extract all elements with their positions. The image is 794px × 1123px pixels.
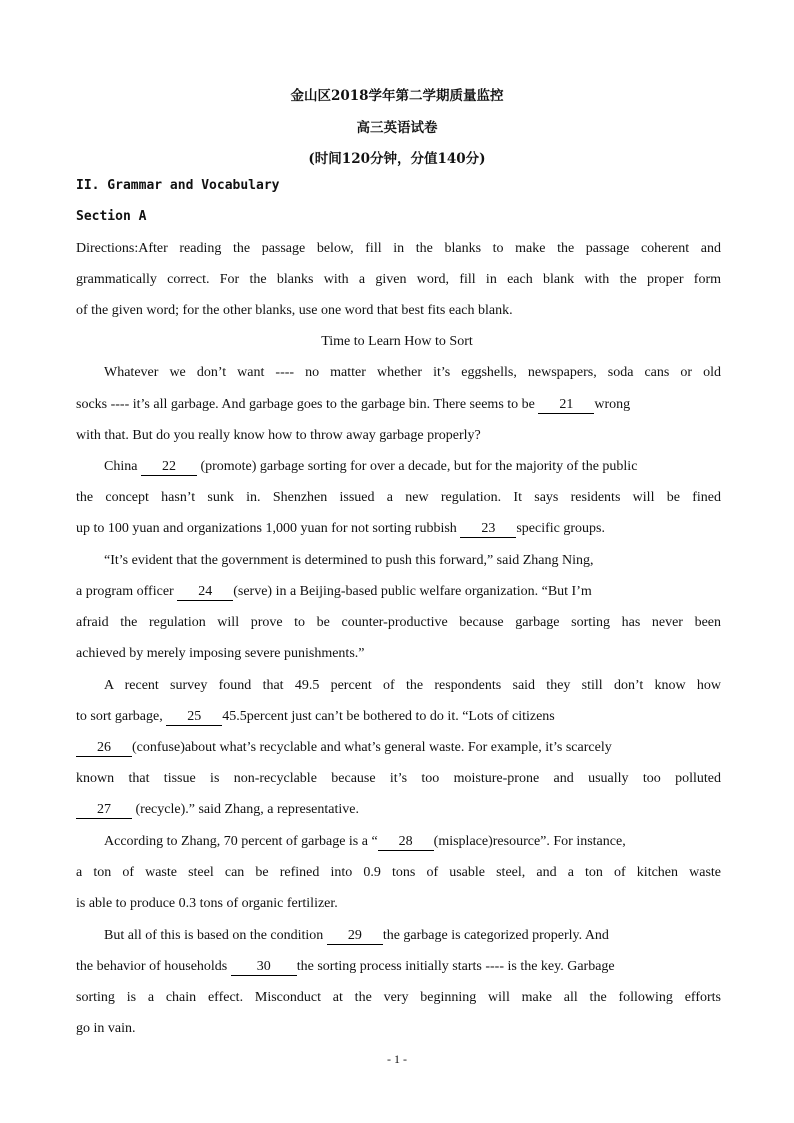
passage-line: is able to produce 0.3 tons of organic fertilizer.	[76, 896, 338, 911]
passage-line	[76, 738, 721, 758]
directions-line: Directions:After reading the passage below, fill in the blanks to make the passage coherent and	[76, 241, 721, 256]
section-label: Section A	[76, 209, 147, 224]
passage-line: go in vain.	[76, 1021, 136, 1036]
blank-27[interactable]: 27	[76, 802, 132, 819]
passage-line	[104, 926, 721, 946]
passage-line	[104, 457, 721, 477]
section-heading: II. Grammar and Vocabulary	[76, 178, 280, 193]
blank-24[interactable]: 24	[177, 584, 233, 601]
exam-title: 金山区2018学年第二学期质量监控	[290, 88, 504, 104]
passage-text: (confuse)about what’s recyclable and what’s general waste. For example, it’s scarcely	[132, 740, 612, 755]
blank-25[interactable]: 25	[166, 709, 222, 726]
passage-text: 45.5percent just can’t be bothered to do it. “Lots of citizens	[222, 709, 555, 724]
blank-21[interactable]: 21	[538, 397, 594, 414]
passage-line	[76, 957, 721, 977]
passage-line: known that tissue is non-recyclable because it’s too moisture-prone and usually too polluted	[76, 771, 721, 786]
passage-text: a program officer	[76, 584, 178, 599]
passage-text: (serve) in a Beijing-based public welfare organization. “But I’m	[233, 584, 592, 599]
passage-text: China	[104, 459, 141, 474]
passage-text: to sort garbage,	[76, 709, 167, 724]
passage-line: with that. But do you really know how to throw away garbage properly?	[76, 428, 481, 443]
passage-line	[104, 832, 721, 852]
passage-title: Time to Learn How to Sort	[321, 334, 473, 349]
blank-23[interactable]: 23	[460, 521, 516, 538]
passage-line: A recent survey found that 49.5 percent of the respondents said they still don’t know how	[104, 678, 721, 693]
passage-text: up to 100 yuan and organizations 1,000 yuan for not sorting rubbish	[76, 521, 461, 536]
passage-text: (promote) garbage sorting for over a decade, but for the majority of the public	[196, 459, 638, 474]
passage-text: the behavior of households	[76, 959, 231, 974]
directions-line: grammatically correct. For the blanks with a given word, fill in each blank with the proper form	[76, 272, 721, 287]
page-number: - 1 -	[387, 1052, 407, 1066]
passage-text: the sorting process initially starts ---- is the key. Garbage	[296, 959, 615, 974]
passage-text: According to Zhang, 70 percent of garbage is a “	[104, 834, 378, 849]
passage-text: socks ---- it’s all garbage. And garbage goes to the garbage bin. There seems to be	[76, 397, 539, 412]
passage-text: (recycle).” said Zhang, a representative.	[132, 802, 359, 817]
blank-28[interactable]: 28	[378, 834, 434, 851]
passage-line: the concept hasn’t sunk in. Shenzhen issued a new regulation. It says residents will be fined	[76, 490, 721, 505]
passage-line	[76, 519, 721, 539]
directions-line: of the given word; for the other blanks, use one word that best fits each blank.	[76, 303, 513, 318]
blank-29[interactable]: 29	[327, 928, 383, 945]
passage-line: a ton of waste steel can be refined into 0.9 tons of usable steel, and a ton of kitchen waste	[76, 865, 721, 880]
passage-text: (misplace)resource”. For instance,	[433, 834, 626, 849]
passage-line: achieved by merely imposing severe punishments.”	[76, 646, 365, 661]
passage-line	[76, 707, 721, 727]
blank-30[interactable]: 30	[231, 959, 297, 976]
exam-subtitle: 高三英语试卷	[356, 120, 438, 136]
passage-text: But all of this is based on the condition	[104, 928, 327, 943]
passage-line: afraid the regulation will prove to be counter-productive because garbage sorting has never been	[76, 615, 721, 630]
passage-text: specific groups.	[516, 521, 605, 536]
passage-text: wrong	[594, 397, 631, 412]
passage-line	[76, 800, 721, 820]
passage-line	[76, 395, 721, 415]
blank-22[interactable]: 22	[141, 459, 197, 476]
blank-26[interactable]: 26	[76, 740, 132, 757]
passage-line: Whatever we don’t want ---- no matter whether it’s eggshells, newspapers, soda cans or old	[104, 365, 721, 380]
exam-time-score: (时间120分钟，分值140分)	[308, 151, 486, 167]
passage-line: sorting is a chain effect. Misconduct at the very beginning will make all the following efforts	[76, 990, 721, 1005]
passage-line: “It’s evident that the government is determined to push this forward,” said Zhang Ning,	[104, 553, 594, 568]
passage-line	[76, 582, 721, 602]
passage-text: the garbage is categorized properly. And	[382, 928, 609, 943]
